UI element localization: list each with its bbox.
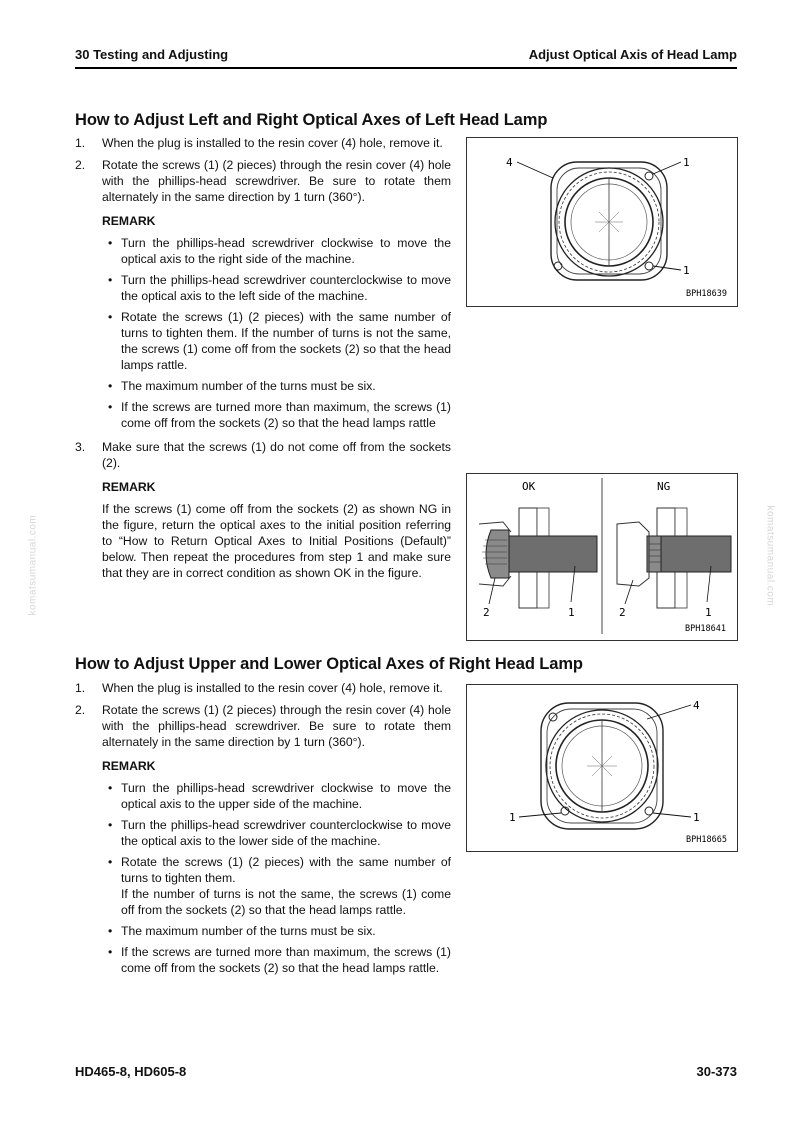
callout-1: 1: [568, 606, 575, 619]
list-item: • Turn the phillips-head screwdriver clockwise to move the optical axis to the upper side of the machine.: [108, 781, 451, 811]
list-item: • If the screws are turned more than maximum, the screws (1) come off from the sockets (2) so that the head lamps rattle: [108, 400, 451, 430]
head-lamp-illustration: [467, 138, 737, 306]
list-item: • Rotate the screws (1) (2 pieces) with the same number of turns to tighten them. If the number of turns is not the same, the screws (1) come off from the sockets (2) so that the head lamps rattle.: [108, 855, 451, 917]
list-item: • Turn the phillips-head screwdriver counterclockwise to move the optical axis to the left side of the machine.: [108, 273, 451, 303]
section1-step-2: 2. Rotate the screws (1) (2 pieces) through the resin cover (4) hole with the phillips-head screwdriver. Be sure to rotate them alternately in the same direction by 1 turn (360°).: [75, 158, 451, 204]
footer-model-numbers: HD465-8, HD605-8: [75, 1064, 187, 1079]
callout-1: 1: [705, 606, 712, 619]
callout-1: 1: [683, 264, 690, 277]
header-section-title: 30 Testing and Adjusting: [75, 47, 229, 62]
footer-page-number: 30-373: [696, 1064, 737, 1079]
section2-remark-label: REMARK: [102, 759, 156, 773]
callout-4: 4: [693, 699, 700, 712]
section2-step-1: 1. When the plug is installed to the resin cover (4) hole, remove it.: [75, 681, 443, 695]
watermark-left: komatsumanual.com: [27, 514, 39, 616]
list-item: • The maximum number of the turns must be six.: [108, 924, 376, 938]
ng-panel: [617, 508, 731, 619]
section2-heading: How to Adjust Upper and Lower Optical Axes of Right Head Lamp: [75, 655, 583, 673]
figure-id: BPH18665: [686, 835, 727, 845]
section1-remark-label: REMARK: [102, 214, 156, 228]
callout-1: 1: [683, 156, 690, 169]
figure-id: BPH18639: [686, 289, 727, 299]
callout-1: 1: [693, 811, 700, 824]
figure-ok-ng-comparison: [466, 473, 738, 641]
ng-label: NG: [657, 480, 671, 493]
ok-label: OK: [522, 480, 536, 493]
list-item: • Rotate the screws (1) (2 pieces) with the same number of turns to tighten them. If the number of turns is not the same, the screws (1) come off from the sockets (2) so that the head lamps rattle.: [108, 310, 451, 372]
section2-body: [75, 680, 451, 981]
section1-remark2-text: If the screws (1) come off from the sockets (2) as shown NG in the figure, return the optical axes to the initial position referring to “How to Return Optical Axes to Initial Positions (Default)” below. Then repeat the procedures from step 1 and make sure that they are in correct condition as shown OK in the figure.: [102, 502, 451, 580]
section1-step-1: 1. When the plug is installed to the resin cover (4) hole, remove it.: [75, 136, 443, 150]
list-item: • Turn the phillips-head screwdriver counterclockwise to move the optical axis to the lower side of the machine.: [108, 818, 451, 848]
figure-left-lamp-front: [466, 137, 738, 307]
callout-4: 4: [506, 156, 513, 169]
section1-body: [75, 135, 451, 581]
watermark-right: komatsumanual.com: [764, 505, 776, 607]
callout-1: 1: [509, 811, 516, 824]
callout-2: 2: [619, 606, 626, 619]
callout-2: 2: [483, 606, 490, 619]
section2-remark-list: [102, 780, 451, 976]
section1-remark2-label: REMARK: [102, 480, 156, 494]
list-item: • The maximum number of the turns must be six.: [108, 379, 376, 393]
figure-right-lamp-front: [466, 684, 738, 852]
list-item: • If the screws are turned more than maximum, the screws (1) come off from the sockets (2) so that the head lamps rattle.: [108, 945, 451, 975]
ok-panel: [479, 508, 597, 619]
list-item: • Turn the phillips-head screwdriver clockwise to move the optical axis to the right side of the machine.: [108, 236, 451, 266]
section1-heading: How to Adjust Left and Right Optical Axes of Left Head Lamp: [75, 111, 548, 129]
section1-step-3: 3. Make sure that the screws (1) do not come off from the sockets (2).: [75, 440, 451, 470]
ok-ng-illustration: [467, 474, 737, 640]
header-page-topic: Adjust Optical Axis of Head Lamp: [528, 47, 737, 62]
section1-remark-list: [102, 235, 451, 431]
section2-step-2: 2. Rotate the screws (1) (2 pieces) through the resin cover (4) hole with the phillips-head screwdriver. Be sure to rotate them alternately in the same direction by 1 turn (360°).: [75, 703, 451, 749]
figure-id: BPH18641: [685, 624, 726, 634]
head-lamp-illustration: [467, 685, 737, 851]
header-rule: [75, 67, 737, 69]
